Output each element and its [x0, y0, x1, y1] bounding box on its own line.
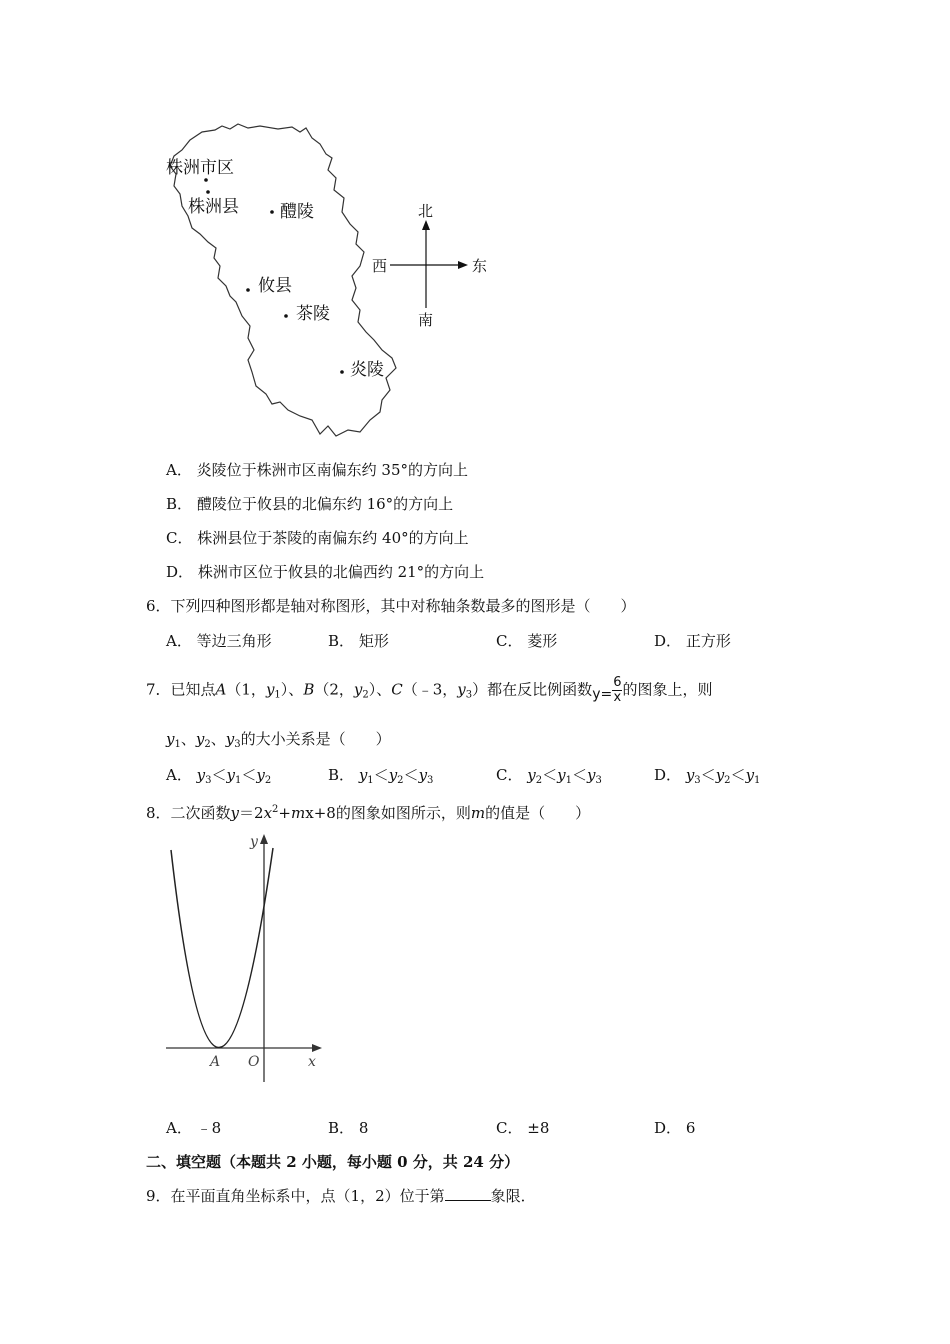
map-label-zhuzhou-county: 株洲县 [188, 197, 239, 217]
section-title: 二、填空题（本题共 2 小题，每小题 0 分，共 24 分） [146, 1153, 520, 1171]
q8-option-c: C． ±8 [496, 1119, 550, 1137]
y-axis-arrow-icon [260, 834, 268, 844]
q7-stem-line2: $y_1$、$y_2$、$y_3$的大小关系是（ ） [166, 730, 391, 750]
east-arrow-icon [458, 261, 468, 269]
q8-option-b: B． 8 [328, 1119, 369, 1137]
compass-west: 西 [372, 257, 388, 275]
q7-fraction: $\frac{6}{x}$ [613, 675, 622, 705]
q8-option-d: D． 6 [654, 1119, 696, 1137]
q9-stem: 9．在平面直角坐标系中，点（1，2）位于第 象限． [146, 1187, 536, 1205]
x-axis-arrow-icon [312, 1044, 322, 1052]
q5-option-c: C． 株洲县位于茶陵的南偏东约 40°的方向上 [166, 529, 469, 547]
parabola-curve [171, 848, 273, 1048]
compass-south: 南 [418, 311, 434, 329]
graph-origin-label: O [248, 1054, 260, 1070]
graph-x-label: x [308, 1054, 316, 1070]
parabola-graph [160, 828, 330, 1088]
q5-option-d: D． 株洲市区位于攸县的北偏西约 21°的方向上 [166, 563, 485, 581]
compass-north: 北 [418, 202, 434, 220]
graph-y-label: y [250, 834, 258, 850]
map-label-liling: 醴陵 [280, 202, 314, 222]
q6-option-b: B． 矩形 [328, 632, 389, 650]
q6-option-a: A． 等边三角形 [166, 632, 272, 650]
q7-option-d: D． $y_3<y_2<y_1$ [654, 766, 761, 786]
q6-option-d: D． 正方形 [654, 632, 731, 650]
q7-option-a: A． $y_3<y_1<y_2$ [166, 766, 272, 786]
q7-option-b: B． $y_1<y_2<y_3$ [328, 766, 434, 786]
q8-option-a: A． ﹣8 [166, 1119, 222, 1137]
map-label-zhuzhou-city: 株洲市区 [166, 158, 234, 178]
q5-option-a: A． 炎陵位于株洲市区南偏东约 35°的方向上 [166, 461, 468, 479]
q7-stem-line1: 7．已知点A（1，$y_1$）、B（2，$y_2$）、C（﹣3，$y_3$）都在反比例函数y= $\frac{6}{x}$ 的图象上，则 [146, 675, 713, 705]
graph-point-a-label: A [210, 1054, 221, 1070]
map-label-chaling: 茶陵 [296, 304, 330, 324]
q9-answer-blank[interactable] [445, 1186, 491, 1201]
q5-option-b: B． 醴陵位于攸县的北偏东约 16°的方向上 [166, 495, 454, 513]
q8-stem: 8．二次函数$y=2x^2+mx+8$的图象如图所示，则m的值是（ ） [146, 804, 591, 822]
q6-option-c: C． 菱形 [496, 632, 558, 650]
q7-option-c: C． $y_2<y_1<y_3$ [496, 766, 602, 786]
map-label-yanling: 炎陵 [350, 360, 384, 380]
north-arrow-icon [422, 220, 430, 230]
q6-stem: 6．下列四种图形都是轴对称图形，其中对称轴条数最多的图形是（ ） [146, 597, 636, 615]
map-label-youxian: 攸县 [258, 276, 292, 296]
map-figure [160, 120, 500, 440]
compass-east: 东 [472, 257, 488, 275]
